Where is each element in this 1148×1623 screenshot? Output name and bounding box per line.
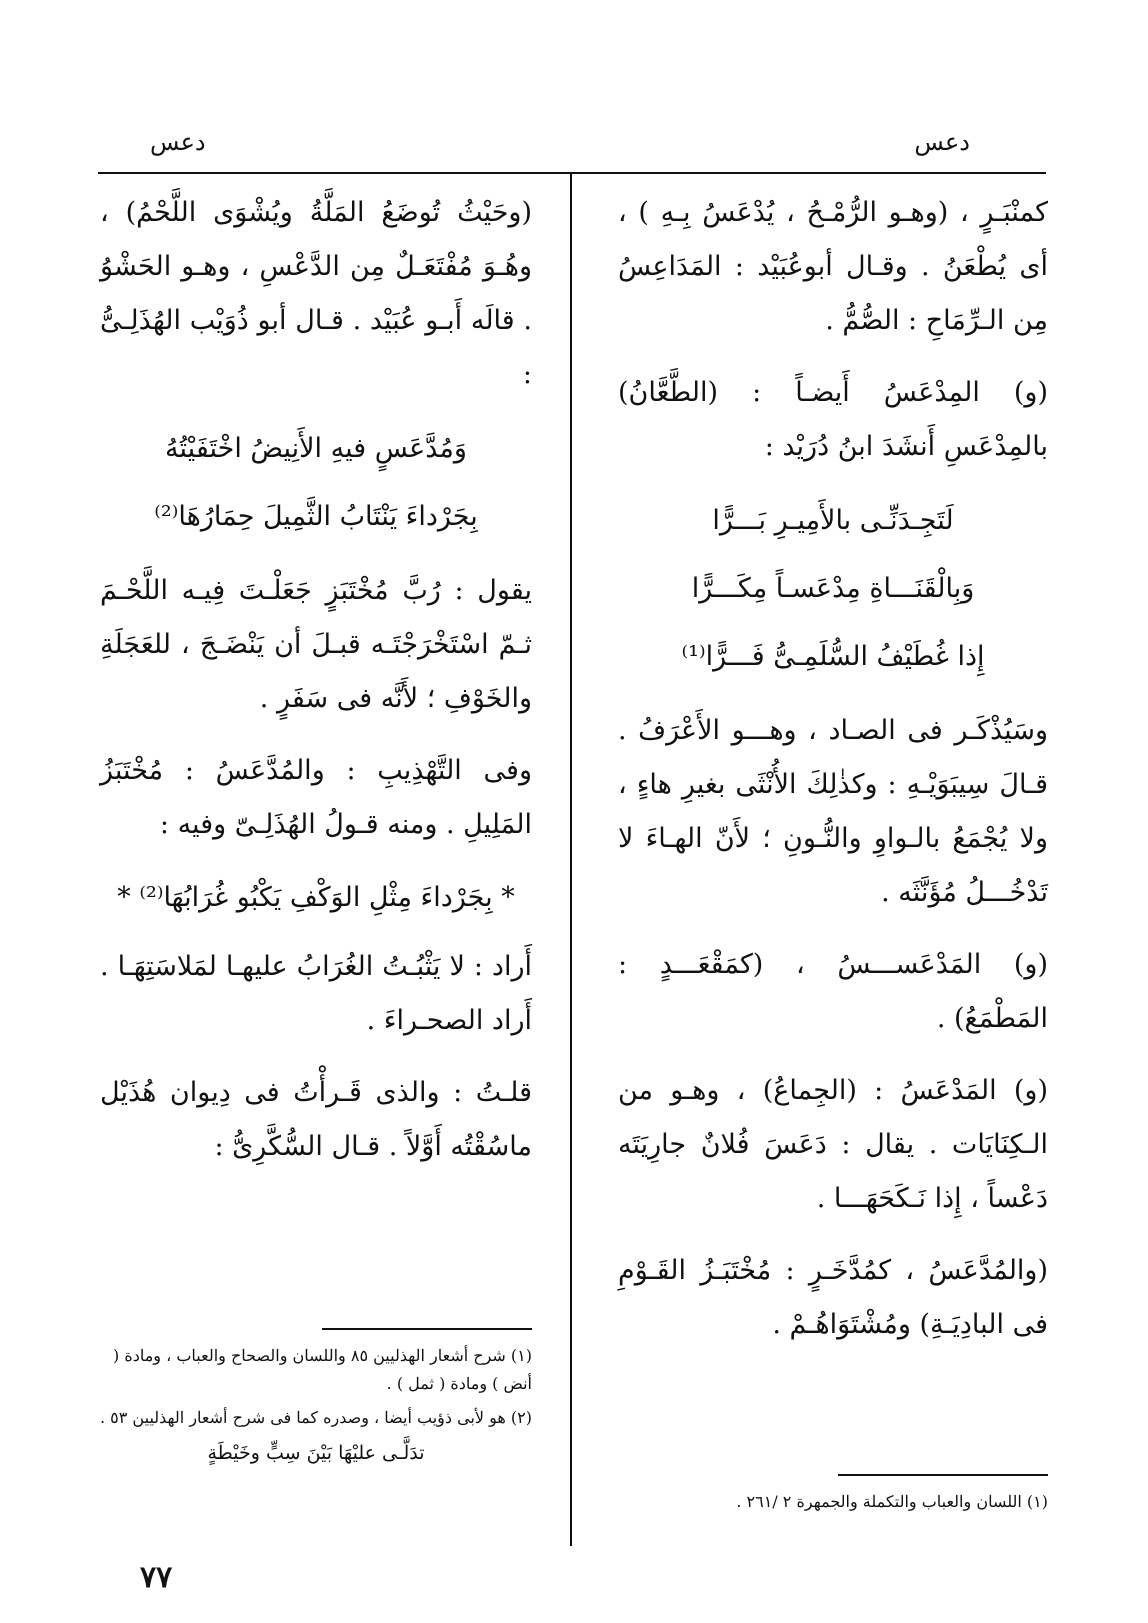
paragraph: (والمُدَّعَسُ ، كمُدَّخَـرٍ : مُخْتَبَـزُ القَـوْمِ فى البادِيَـةِ) ومُشْتَوَاهُـمْ . bbox=[618, 1255, 1048, 1340]
verse-block bbox=[100, 420, 532, 546]
verse-line: لَتَجِـدَنِّـى بالأَمِيـرِ بَـــرًّا bbox=[712, 505, 954, 536]
paragraph: قلـتُ : والذى قَـرأْتُ فى دِيوان هُذَيْل ماسُقْتُه أَوَّلاً . قـال السُّكَّرِىُّ : bbox=[100, 1077, 532, 1162]
footnote: (١) اللسان والعباب والتكملة والجمهرة ٢ /٢٦١ . bbox=[736, 1492, 1048, 1511]
left-footnotes bbox=[100, 1322, 532, 1468]
footnote: (١) شرح أشعار الهذليين ٨٥ واللسان والصحاح والعباب ، ومادة ( أنض ) ومادة ( ثمل ) . bbox=[113, 1346, 532, 1393]
verse-line: بِجَرْداءَ يَنْتَابُ الثَّمِيلَ حِمَارُهَا⁽²⁾ bbox=[154, 501, 478, 532]
paragraph: وفى التَّهْذِيبِ : والمُدَّعَسُ : مُخْتَبَزُ المَلِيلِ . ومنه قـولُ الهُذَلِـىّ وفيه : bbox=[100, 755, 532, 840]
verse-line: وَبِالْقَنَـــاةِ مِدْعَسـاً مِكَـــرًّا bbox=[691, 573, 975, 604]
verse-block bbox=[618, 492, 1048, 686]
footnote-verse: تدَلَّـى عليْهَا بَيْنَ سِبٍّ وخَيْطَةٍ bbox=[207, 1442, 425, 1464]
paragraph: أَراد : لا يَثْبُـتُ الغُرَابُ عليهـا لمَلاسَتِهَـا . أَراد الصحـراءَ . bbox=[100, 951, 532, 1036]
running-header-left: دعس bbox=[150, 128, 206, 156]
right-footnotes bbox=[618, 1468, 1048, 1522]
verse-line: وَمُدَّعَسٍ فيهِ الأَنِيضُ اخْتَفَيْتُهُ bbox=[165, 433, 467, 464]
paragraph: (و) المَدْعَسُ : (الجِماعُ) ، وهـو من الـكِنَايَات . يقال : دَعَسَ فُلانٌ جارِيَتَه دَعْساً ، إِذا نَـكَحَهَـــا . bbox=[618, 1075, 1048, 1214]
verse-line: * بِجَرْداءَ مِثْلِ الوَكْفِ يَكْبُو غُرَابُهَا⁽²⁾ * bbox=[117, 882, 515, 913]
footnote-rule bbox=[322, 1328, 532, 1330]
footnote: (٢) هو لأبى ذؤيب أيضا ، وصدره كما فى شرح أشعار الهذليين ٥٣ . bbox=[99, 1408, 532, 1427]
paragraph: وسَيُذْكَـر فى الصـاد ، وهـــو الأَعْرَفُ . قـالَ سِيبَوَيْـهِ : وكذٰلِكَ الأُنْثَى بغيرِ هاءٍ ، ولا يُجْمَعُ بالـواوِ والنُّـونِ ؛ لأَنّ الهـاءَ لا تَدْخُـــلُ مُؤَنَّثَه . bbox=[618, 715, 1048, 908]
paragraph: (وحَيْثُ تُوضَعُ المَلَّةُ ويُشْوَى اللَّحْمُ) ، وهُـوَ مُفْتَعَـلٌ مِن الدَّعْسِ ، وهـو الحَشْوُ . قالَه أَبـو عُبَيْد . قـال أبو ذُوَيْب الهُذَلِـىُّ : bbox=[100, 197, 532, 390]
right-column bbox=[618, 186, 1048, 1370]
header-rule bbox=[98, 172, 1046, 174]
page-number: ٧٧ bbox=[140, 1560, 173, 1595]
footnote-rule bbox=[838, 1474, 1048, 1476]
paragraph: (و) المَدْعَســـسُ ، (كمَقْعَـــدٍ : المَطْمَعُ) . bbox=[618, 949, 1048, 1034]
paragraph: (و) المِدْعَسُ أَيضـاً : (الطَّعَّانُ) بالمِدْعَسِ أَنشَدَ ابنُ دُرَيْد : bbox=[618, 377, 1048, 462]
column-divider bbox=[570, 174, 572, 1546]
paragraph: يقول : رُبَّ مُخْتَبَزٍ جَعَلْـتَ فِيـه اللَّحْـمَ ثـمّ اسْتَخْرَجْتَـه قبـلَ أن يَنْضَـجَ ، للعَجَلَةِ والخَوْفِ ؛ لأَنَّه فى سَفَرٍ . bbox=[100, 575, 532, 714]
paragraph: كمنْبَـرٍ ، (وهـو الرُّمْـحُ ، يُدْعَسُ بِـهِ ) ، أى يُطْعَنُ . وقـال أبوعُبَيْد : المَدَاعِسُ مِن الـرِّمَاحِ : الصُّمُّ . bbox=[618, 197, 1048, 336]
left-column bbox=[100, 186, 532, 1192]
verse-line: إِذا غُطَيْفُ السُّلَمِـىُّ فَـــرًّا⁽¹⁾ bbox=[681, 641, 985, 672]
running-header-right: دعس bbox=[914, 128, 970, 156]
